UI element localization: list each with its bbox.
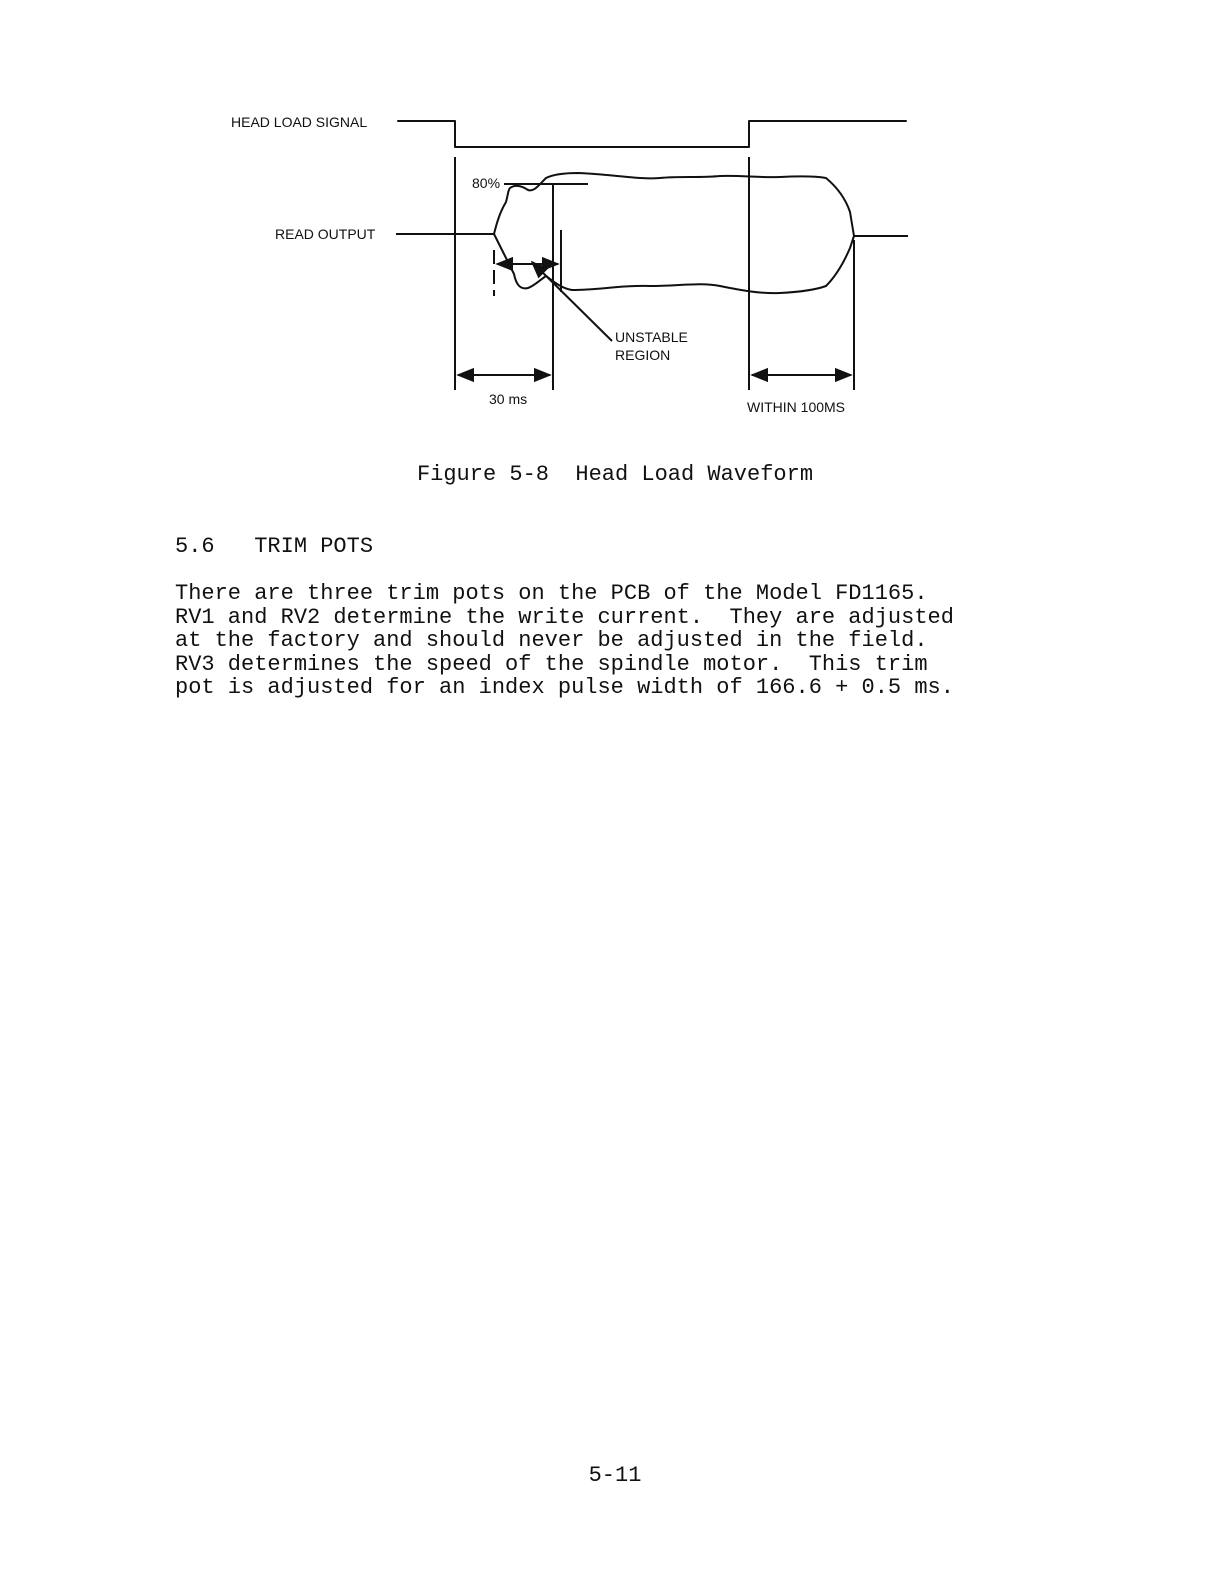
unstable-region-label-line2: REGION xyxy=(615,347,671,363)
head-load-waveform-diagram xyxy=(0,0,1230,440)
read-output-label: READ OUTPUT xyxy=(275,226,376,242)
read-output-envelope-upper xyxy=(494,173,854,236)
time-30ms-label: 30 ms xyxy=(489,391,528,407)
page-number: 5-11 xyxy=(588,1463,642,1488)
within-100ms-label: WITHIN 100MS xyxy=(747,399,846,415)
body-line: pot is adjusted for an index pulse width of 166.6 + 0.5 ms. xyxy=(175,675,954,700)
head-load-signal-trace xyxy=(398,121,906,147)
body-line: RV3 determines the speed of the spindle motor. This trim xyxy=(175,651,928,677)
unstable-region-label-line1: UNSTABLE xyxy=(615,329,688,345)
unstable-region-leader xyxy=(532,262,612,341)
section-body xyxy=(175,582,1055,700)
body-line: at the factory and should never be adjusted in the field. xyxy=(175,628,928,653)
body-line: RV1 and RV2 determine the write current. They are adjusted xyxy=(175,604,954,630)
section-heading: 5.6 TRIM POTS xyxy=(175,534,374,559)
eighty-percent-label: 80% xyxy=(472,175,501,191)
figure-caption: Figure 5-8 Head Load Waveform xyxy=(416,462,814,487)
body-line: There are three trim pots on the PCB of the Model FD1165. xyxy=(175,581,928,606)
head-load-signal-label: HEAD LOAD SIGNAL xyxy=(231,114,368,130)
